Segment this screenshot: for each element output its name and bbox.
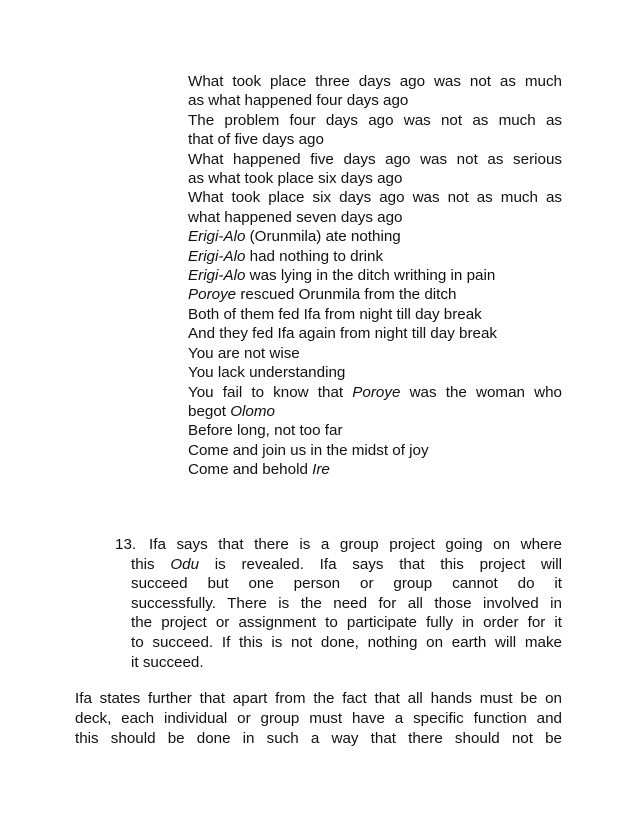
verse-text: begot <box>188 402 231 420</box>
verse-line <box>188 247 562 266</box>
body-paragraph <box>75 689 562 748</box>
verse-line <box>188 383 562 402</box>
verse-text: You fail to know that <box>188 383 353 401</box>
verse-line <box>188 208 562 227</box>
verse-line <box>188 324 562 343</box>
verse-line <box>188 363 562 382</box>
item-body <box>131 535 562 672</box>
item-text: is revealed. Ifa says that this project will <box>199 555 562 573</box>
paragraph-line: this should be done in such a way that there should not be <box>75 729 562 747</box>
verse-line <box>188 402 562 421</box>
verse-text: The problem four days ago was not as much as <box>188 111 562 129</box>
verse-text: Come and behold <box>188 461 313 479</box>
item-line <box>131 574 562 594</box>
verse-text: Come and join us in the midst of joy <box>188 441 429 459</box>
verse-line <box>188 421 562 440</box>
item-term: Odu <box>170 555 200 573</box>
verse-text: What took place three days ago was not as much <box>188 73 562 90</box>
paragraph-line: deck, each individual or group must have a specific function and <box>75 709 562 727</box>
verse-text: had nothing to drink <box>245 247 384 265</box>
verse-line <box>188 460 562 479</box>
verse-line <box>188 130 562 149</box>
numbered-item-13 <box>115 535 562 672</box>
verse-line <box>188 305 562 324</box>
item-line <box>149 535 562 555</box>
item-text: successfully. There is the need for all those involved in <box>131 594 562 612</box>
item-line <box>131 555 562 575</box>
verse-name: Erigi-Alo <box>188 228 246 246</box>
item-number: 13. <box>115 536 137 553</box>
verse-line <box>188 285 562 304</box>
verse-text: as what took place six days ago <box>188 170 403 188</box>
verse-line <box>188 344 562 363</box>
verse-line <box>188 72 562 91</box>
verse-line <box>188 91 562 110</box>
verse-line <box>188 441 562 460</box>
item-text: Ifa says that there is a group project going on where <box>149 536 562 553</box>
verse-line <box>188 111 562 130</box>
verse-text: You lack understanding <box>188 364 346 382</box>
item-text: this <box>131 555 171 573</box>
verse-text: (Orunmila) ate nothing <box>245 228 401 246</box>
paragraph-line: Ifa states further that apart from the fact that all hands must be on <box>75 690 562 707</box>
verse-name: Poroye <box>188 286 237 304</box>
verse-text: was lying in the ditch writhing in pain <box>245 267 496 285</box>
verse-text: What took place six days ago was not as much as <box>188 189 562 207</box>
verse-text: rescued Orunmila from the ditch <box>236 286 457 304</box>
verse-text: Before long, not too far <box>188 422 343 440</box>
verse-name: Poroye <box>352 383 401 401</box>
verse-text: And they fed Ifa again from night till day break <box>188 325 497 343</box>
verse-text: was the woman who <box>400 383 562 401</box>
verse-text: Both of them fed Ifa from night till day break <box>188 305 482 323</box>
item-text: it succeed. <box>131 653 204 671</box>
verse-text: You are not wise <box>188 344 300 362</box>
verse-text: What happened five days ago was not as serious <box>188 150 562 168</box>
verse-line <box>188 169 562 188</box>
verse-text: what happened seven days ago <box>188 208 403 226</box>
item-line <box>131 613 562 633</box>
item-line <box>131 594 562 614</box>
verse-block <box>188 72 562 480</box>
verse-name: Olomo <box>230 402 275 420</box>
verse-text: as what happened four days ago <box>188 92 409 110</box>
verse-line <box>188 266 562 285</box>
verse-name: Erigi-Alo <box>188 267 246 285</box>
item-text: the project or assignment to participate fully in order for it <box>131 614 562 632</box>
item-text: to succeed. If this is not done, nothing on earth will make <box>131 633 562 651</box>
verse-line <box>188 227 562 246</box>
verse-text: that of five days ago <box>188 131 324 149</box>
item-line <box>131 633 562 653</box>
verse-name: Ire <box>312 461 330 479</box>
verse-line <box>188 150 562 169</box>
verse-line <box>188 188 562 207</box>
verse-name: Erigi-Alo <box>188 247 246 265</box>
item-line <box>131 653 562 673</box>
item-text: succeed but one person or group cannot do it <box>131 575 562 593</box>
